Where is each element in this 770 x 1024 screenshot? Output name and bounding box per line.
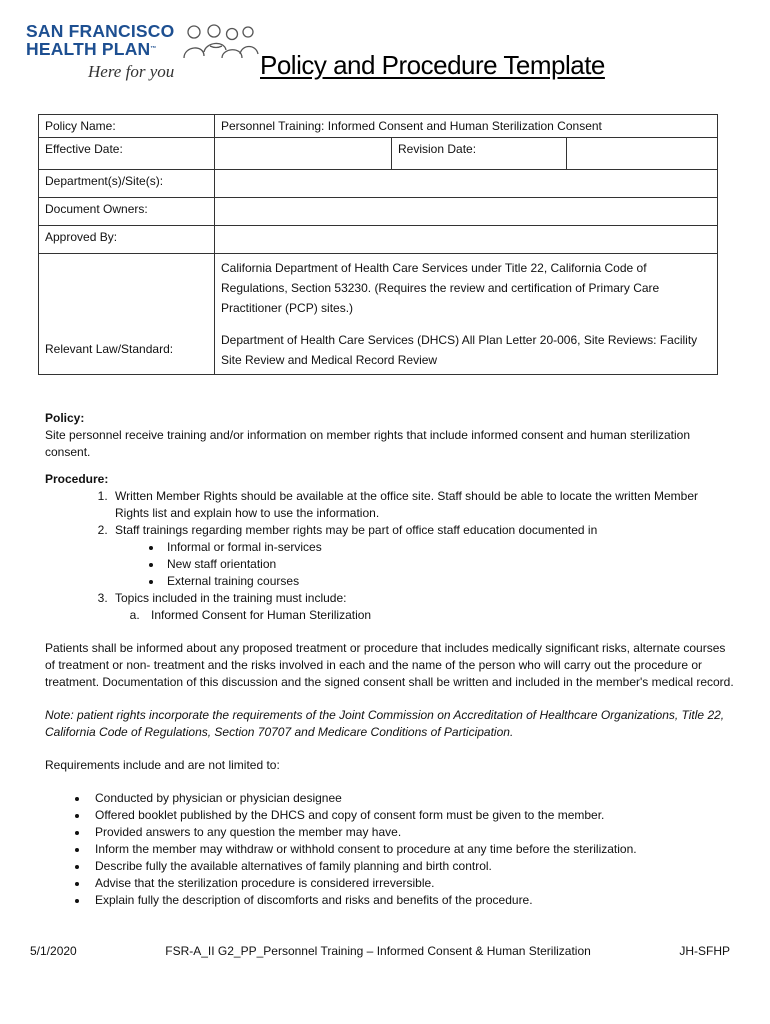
- footer-owner: JH-SFHP: [679, 944, 730, 958]
- table-row: [39, 198, 718, 226]
- relevant-law-2: Department of Health Care Services (DHCS) All Plan Letter 20-006, Site Reviews: Facility Site Review and Medical Record Review: [221, 333, 698, 367]
- page-footer: [30, 944, 730, 958]
- family-icon: [176, 22, 266, 64]
- list-item: • Inform the member may withdraw or withhold consent to procedure at any time before the sterilization.: [89, 841, 735, 858]
- effective-date-label: Effective Date:: [39, 138, 215, 170]
- sfhp-logo: [26, 22, 256, 84]
- procedure-heading: Procedure:: [45, 472, 109, 486]
- approved-by-value[interactable]: [215, 226, 718, 254]
- departments-value[interactable]: [215, 170, 718, 198]
- logo-tagline: Here for you: [88, 62, 175, 81]
- list-item: • New staff orientation: [163, 556, 735, 573]
- relevant-law-value: [215, 254, 718, 375]
- list-item: • Advise that the sterilization procedure is considered irreversible.: [89, 875, 735, 892]
- relevant-law-1: California Department of Health Care Services under Title 22, California Code of Regulations, Section 53230. (Requires the review and certification of Primary Care Practitioner (PCP) sites.): [221, 261, 660, 315]
- policy-heading: Policy:: [45, 411, 85, 425]
- list-item: • Describe fully the available alternatives of family planning and birth control.: [89, 858, 735, 875]
- requirements-list: [45, 790, 735, 909]
- page-title: Policy and Procedure Template: [260, 50, 605, 80]
- list-item: • Explain fully the description of discomforts and risks and benefits of the procedure.: [89, 892, 735, 909]
- footer-doc-id: FSR-A_II G2_PP_Personnel Training – Informed Consent & Human Sterilization: [165, 944, 591, 958]
- procedure-step-3: 3. Topics included in the training must include: a. Informed Consent for Human Sterilization: [111, 590, 735, 624]
- table-row: [39, 115, 718, 138]
- document-owners-value[interactable]: [215, 198, 718, 226]
- footer-date: 5/1/2020: [30, 944, 77, 958]
- step3-sublist: [115, 607, 735, 624]
- list-item: • Provided answers to any question the member may have.: [89, 824, 735, 841]
- policy-name-value[interactable]: Personnel Training: Informed Consent and Human Sterilization Consent: [215, 115, 718, 138]
- policy-text: Site personnel receive training and/or information on member rights that include informed consent and human sterilization consent.: [45, 428, 691, 459]
- document-owners-label: Document Owners:: [39, 198, 215, 226]
- logo-trademark: ™: [150, 46, 157, 52]
- table-row: [39, 254, 718, 375]
- document-body: [45, 410, 735, 909]
- logo-line2: HEALTH PLAN™: [26, 39, 157, 59]
- procedure-step-2: 2. Staff trainings regarding member rights may be part of office staff education documented in • Informal or formal in-services • New staff orientation • External training courses: [111, 522, 735, 590]
- departments-label: Department(s)/Site(s):: [39, 170, 215, 198]
- list-item: • Offered booklet published by the DHCS and copy of consent form must be given to the member.: [89, 807, 735, 824]
- procedure-step-1: 1. Written Member Rights should be available at the office site. Staff should be able to locate the written Member Rights list and explain how to use the information.: [111, 488, 735, 522]
- revision-date-value[interactable]: [567, 138, 718, 170]
- revision-date-label: Revision Date:: [392, 138, 567, 170]
- logo-line1: SAN FRANCISCO: [26, 21, 175, 41]
- approved-by-label: Approved By:: [39, 226, 215, 254]
- requirements-intro: Requirements include and are not limited to:: [45, 758, 280, 772]
- table-row: [39, 170, 718, 198]
- step2-sublist: [115, 539, 735, 590]
- relevant-law-label: Relevant Law/Standard:: [39, 254, 215, 375]
- list-item: a. Informed Consent for Human Sterilization: [143, 607, 735, 624]
- list-item: • Informal or formal in-services: [163, 539, 735, 556]
- patients-paragraph: Patients shall be informed about any proposed treatment or procedure that includes medically significant risks, alternate courses of treatment or non- treatment and the risks involved in each and the name of the person who will carry out the procedure or treatment. Documentation of this discussion and the signed consent shall be written and included in the member's medical record.: [45, 641, 734, 689]
- procedure-steps: [45, 488, 735, 624]
- policy-info-table: [38, 114, 718, 375]
- table-row: [39, 226, 718, 254]
- table-row: [39, 138, 718, 170]
- list-item: • Conducted by physician or physician designee: [89, 790, 735, 807]
- list-item: • External training courses: [163, 573, 735, 590]
- policy-name-label: Policy Name:: [39, 115, 215, 138]
- note-paragraph: Note: patient rights incorporate the requirements of the Joint Commission on Accreditation of Healthcare Organizations, Title 22, California Code of Regulations, Section 70707 and Medicare Conditions of Participation.: [45, 708, 725, 739]
- effective-date-value[interactable]: [215, 138, 392, 170]
